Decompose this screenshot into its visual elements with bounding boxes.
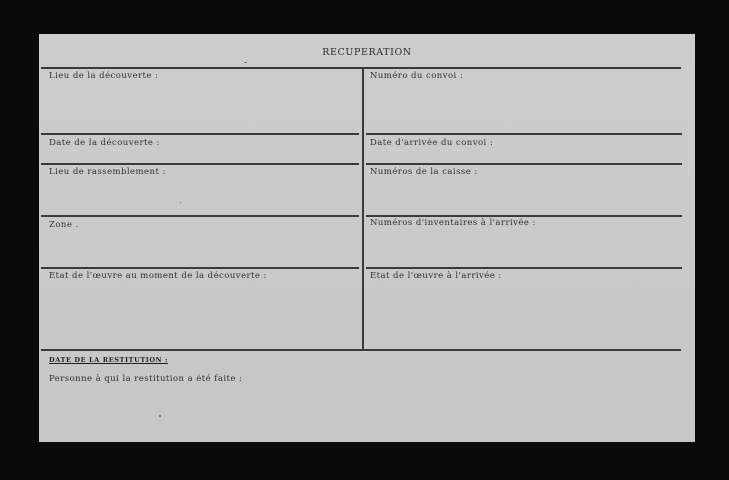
rule-left-1 xyxy=(41,133,359,135)
label-date-arrivee: Date d'arrivée du convoi : xyxy=(370,138,494,148)
label-lieu-decouverte: Lieu de la découverte : xyxy=(49,71,159,81)
card-title: RECUPERATION xyxy=(322,47,412,58)
record-card xyxy=(39,34,695,442)
rule-bottom xyxy=(41,349,681,351)
rule-left-4 xyxy=(41,267,359,269)
label-lieu-rassemblement: Lieu de rassemblement : xyxy=(49,167,166,177)
paper-speck xyxy=(180,202,181,203)
restitution-heading: DATE DE LA RESTITUTION : xyxy=(49,356,169,364)
rule-left-3 xyxy=(41,215,359,217)
rule-left-2 xyxy=(41,163,359,165)
label-etat-arrivee: Etat de l'œuvre à l'arrivée : xyxy=(370,271,502,281)
label-date-decouverte: Date de la découverte : xyxy=(49,138,160,148)
label-numeros-inventaires: Numéros d'inventaires à l'arrivée : xyxy=(370,218,536,228)
paper-speck xyxy=(159,415,161,417)
rule-top xyxy=(41,67,681,69)
label-zone: Zone . xyxy=(49,220,79,230)
paper-speck xyxy=(244,62,247,63)
label-numero-convoi: Numéro du convoi : xyxy=(370,71,464,81)
rule-right-3 xyxy=(366,215,682,217)
label-personne-restitution: Personne à qui la restitution a été faite : xyxy=(49,374,243,384)
rule-right-4 xyxy=(366,267,682,269)
rule-right-2 xyxy=(366,163,682,165)
label-etat-decouverte: Etat de l'œuvre au moment de la découverte : xyxy=(49,271,267,281)
column-divider xyxy=(362,67,364,350)
label-numeros-caisse: Numéros de la caisse : xyxy=(370,167,478,177)
rule-right-1 xyxy=(366,133,682,135)
